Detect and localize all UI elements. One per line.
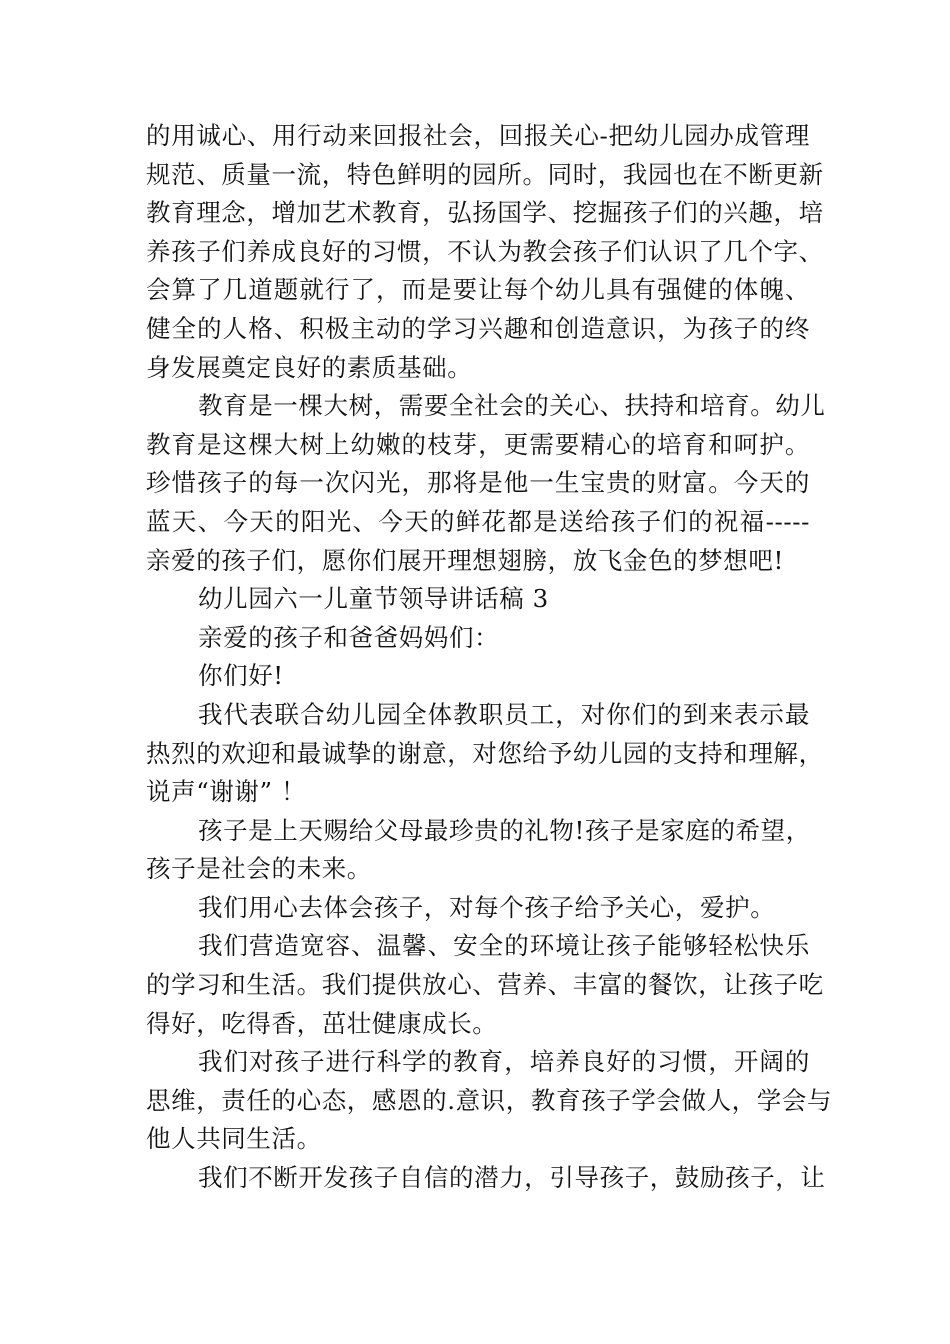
- paragraph: [146, 1159, 826, 1198]
- paragraph-line: 我代表联合幼儿园全体教职员工，对你们的到来表示最: [198, 699, 810, 729]
- paragraph-line: 孩子是上天赐给父母最珍贵的礼物!孩子是家庭的希望，: [198, 815, 811, 845]
- paragraph-line: 幼儿园六一儿童节领导讲话稿 3: [198, 584, 549, 614]
- paragraph: [146, 117, 824, 387]
- paragraph: [146, 657, 810, 696]
- paragraph-line: 养孩子们养成良好的习惯，不认为教会孩子们认识了几个字、: [146, 236, 824, 266]
- paragraph-line: 你们好!: [198, 661, 284, 691]
- paragraph: [146, 619, 810, 658]
- paragraph-line: 健全的人格、积极主动的学习兴趣和创造意识，为孩子的终: [146, 313, 810, 343]
- paragraph-line: 身发展奠定良好的素质基础。: [146, 352, 473, 382]
- paragraph-line: 的用诚心、用行动来回报社会，回报关心-把幼儿园办成管理: [146, 121, 810, 150]
- paragraph-line: 的学习和生活。我们提供放心、营养、丰富的餐饮，让孩子吃: [146, 970, 824, 1000]
- paragraph-line: 教育理念，增加艺术教育，弘扬国学、挖掘孩子们的兴趣，培: [146, 198, 824, 228]
- paragraph-line: 亲爱的孩子们，愿你们展开理想翅膀，放飞金色的梦想吧!: [146, 545, 784, 575]
- paragraph-line: 说声“谢谢” ！: [146, 777, 307, 807]
- paragraph: [146, 580, 810, 619]
- document-body: [146, 117, 833, 1198]
- paragraph: [146, 696, 824, 812]
- paragraph-line: 规范、质量一流，特色鲜明的园所。同时，我园也在不断更新: [146, 159, 824, 189]
- paragraph: [146, 387, 826, 580]
- paragraph-line: 我们对孩子进行科学的教育，培养良好的习惯，开阔的: [198, 1047, 810, 1077]
- paragraph-line: 他人共同生活。: [146, 1124, 322, 1154]
- paragraph-line: 我们不断开发孩子自信的潜力，引导孩子，鼓励孩子，让: [198, 1163, 826, 1193]
- paragraph-line: 教育是一棵大树，需要全社会的关心、扶持和培育。幼儿: [198, 391, 826, 421]
- paragraph: [146, 1043, 833, 1159]
- paragraph-line: 孩子是社会的未来。: [146, 854, 372, 884]
- paragraph-line: 蓝天、今天的阳光、今天的鲜花都是送给孩子们的祝福-----: [146, 506, 810, 536]
- paragraph-line: 会算了几道题就行了，而是要让每个幼儿具有强健的体魄、: [146, 275, 810, 305]
- paragraph: [146, 927, 824, 1043]
- paragraph-line: 我们用心去体会孩子，对每个孩子给予关心，爱护。: [198, 892, 776, 922]
- paragraph-line: 我们营造宽容、温馨、安全的环境让孩子能够轻松快乐: [198, 931, 810, 961]
- paragraph-line: 得好，吃得香，茁壮健康成长。: [146, 1008, 498, 1038]
- paragraph: [146, 889, 810, 928]
- paragraph: [146, 812, 810, 889]
- paragraph-line: 热烈的欢迎和最诚挚的谢意，对您给予幼儿园的支持和理解，: [146, 738, 824, 768]
- paragraph-line: 思维，责任的心态，感恩的.意识，教育孩子学会做人，学会与: [146, 1085, 833, 1115]
- paragraph-line: 珍惜孩子的每一次闪光，那将是他一生宝贵的财富。今天的: [146, 468, 810, 498]
- paragraph-line: 教育是这棵大树上幼嫩的枝芽，更需要精心的培育和呵护。: [146, 429, 810, 459]
- paragraph-line: 亲爱的孩子和爸爸妈妈们：: [198, 622, 500, 652]
